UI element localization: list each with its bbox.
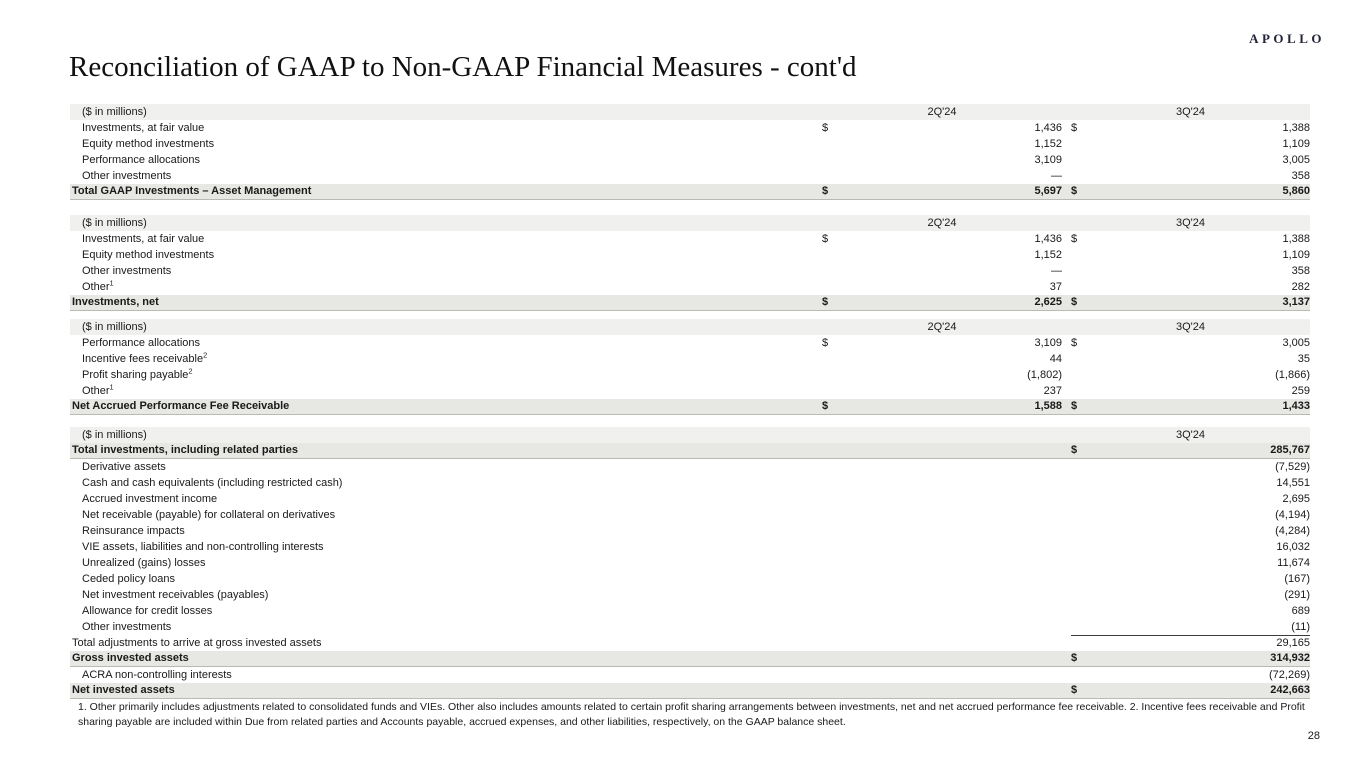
row-label-text: Allowance for credit losses xyxy=(82,604,213,617)
apollo-logo: APOLLO xyxy=(1249,31,1325,46)
value-cell-3q24 xyxy=(1071,540,1310,555)
row-label xyxy=(70,620,822,635)
row-label-text: Derivative assets xyxy=(82,460,166,473)
dollar-sign: $ xyxy=(822,185,829,197)
value-3q24: 282 xyxy=(1291,280,1310,293)
table-total-row xyxy=(70,651,1310,667)
row-label xyxy=(70,524,822,539)
value-2q24: 1,436 xyxy=(1034,121,1062,134)
row-label xyxy=(70,295,822,310)
row-label-text: Net investment receivables (payables) xyxy=(82,588,269,601)
dollar-sign: $ xyxy=(1071,684,1078,696)
value-cell-3q24 xyxy=(1071,336,1310,351)
column-header-3q24 xyxy=(1071,105,1310,120)
table-header-row xyxy=(70,319,1310,335)
value-3q24: (7,529) xyxy=(1275,460,1310,473)
row-label xyxy=(70,651,822,666)
row-label-text: Total investments, including related parties xyxy=(72,444,298,456)
value-cell-2q24 xyxy=(822,184,1062,199)
value-cell-3q24 xyxy=(1071,295,1310,310)
value-3q24: 1,109 xyxy=(1282,137,1310,150)
table-row xyxy=(70,383,1310,399)
row-label xyxy=(70,336,822,351)
dollar-sign: $ xyxy=(1071,185,1078,197)
value-3q24: 358 xyxy=(1291,169,1310,182)
column-header-2q24 xyxy=(822,320,1062,335)
row-label xyxy=(70,352,822,367)
value-cell-3q24 xyxy=(1071,264,1310,279)
value-2q24: — xyxy=(1051,169,1062,182)
dollar-sign: $ xyxy=(1071,652,1078,664)
row-label-text: Incentive fees receivable xyxy=(82,352,204,365)
row-label xyxy=(70,264,822,279)
value-2q24: 1,152 xyxy=(1034,137,1062,150)
value-3q24: 1,388 xyxy=(1282,232,1310,245)
row-label xyxy=(70,232,822,247)
dollar-sign: $ xyxy=(1071,336,1078,349)
table-total-row xyxy=(70,443,1310,459)
units-label: ($ in millions) xyxy=(82,216,147,229)
value-2q24: — xyxy=(1051,264,1062,277)
table-row xyxy=(70,231,1310,247)
footnote-superscript: 2 xyxy=(203,351,208,359)
value-cell-3q24 xyxy=(1071,368,1310,383)
dollar-sign: $ xyxy=(1071,444,1078,456)
table-row xyxy=(70,539,1310,555)
dollar-sign: $ xyxy=(822,336,829,349)
value-3q24: 689 xyxy=(1291,604,1310,617)
value-cell-2q24 xyxy=(822,352,1062,367)
table-row xyxy=(70,475,1310,491)
value-cell-2q24 xyxy=(822,399,1062,414)
footnote-superscript: 2 xyxy=(188,367,193,375)
value-cell-2q24 xyxy=(822,264,1062,279)
row-label-text: Other xyxy=(82,384,110,397)
value-3q24: 29,165 xyxy=(1276,637,1310,649)
row-label xyxy=(70,184,822,199)
table-header-row xyxy=(70,427,1310,443)
row-label xyxy=(70,384,822,399)
value-2q24: 3,109 xyxy=(1034,153,1062,166)
financial-table xyxy=(70,427,1310,699)
value-2q24: 44 xyxy=(1049,352,1062,365)
dollar-sign: $ xyxy=(822,400,829,412)
financial-table xyxy=(70,104,1310,200)
value-3q24: 314,932 xyxy=(1270,652,1310,664)
table-row xyxy=(70,587,1310,603)
row-label xyxy=(70,492,822,507)
row-label xyxy=(70,572,822,587)
column-header-label: 3Q'24 xyxy=(1175,105,1205,118)
value-3q24: 35 xyxy=(1297,352,1310,365)
table-row xyxy=(70,491,1310,507)
value-cell-2q24 xyxy=(822,248,1062,263)
row-label-text: Other investments xyxy=(82,264,172,277)
table-row xyxy=(70,603,1310,619)
row-label-text: Investments, at fair value xyxy=(82,121,205,134)
value-3q24: 3,005 xyxy=(1282,153,1310,166)
value-cell-2q24 xyxy=(822,280,1062,295)
row-label xyxy=(70,476,822,491)
table-row xyxy=(70,667,1310,683)
value-cell-2q24 xyxy=(822,137,1062,152)
value-3q24: (72,269) xyxy=(1269,668,1310,681)
value-2q24: 37 xyxy=(1049,280,1062,293)
value-3q24: 1,388 xyxy=(1282,121,1310,134)
dollar-sign: $ xyxy=(822,121,829,134)
value-cell-3q24 xyxy=(1071,572,1310,587)
row-label xyxy=(70,588,822,603)
row-label-text: ACRA non-controlling interests xyxy=(82,668,232,681)
row-label-text: Gross invested assets xyxy=(72,652,189,664)
table-row xyxy=(70,136,1310,152)
units-label: ($ in millions) xyxy=(82,105,147,118)
row-label-text: Profit sharing payable xyxy=(82,368,189,381)
value-cell-3q24 xyxy=(1071,232,1310,247)
row-label-text: Total adjustments to arrive at gross invested assets xyxy=(72,636,322,649)
value-2q24: (1,802) xyxy=(1027,368,1062,381)
row-label-text: Equity method investments xyxy=(82,137,215,150)
table-row xyxy=(70,619,1310,635)
value-3q24: (291) xyxy=(1284,588,1310,601)
value-cell-2q24 xyxy=(822,384,1062,399)
value-cell-3q24 xyxy=(1071,248,1310,263)
value-cell-3q24 xyxy=(1071,604,1310,619)
value-3q24: 285,767 xyxy=(1270,444,1310,456)
dollar-sign: $ xyxy=(1071,400,1078,412)
value-cell-3q24 xyxy=(1071,169,1310,184)
column-header-label: 3Q'24 xyxy=(1175,216,1205,229)
footnote-superscript: 1 xyxy=(109,383,114,391)
column-header-label: 2Q'24 xyxy=(927,216,957,229)
table-row xyxy=(70,571,1310,587)
value-cell-3q24 xyxy=(1071,508,1310,523)
column-header-label: 2Q'24 xyxy=(927,320,957,333)
value-cell-3q24 xyxy=(1071,121,1310,136)
value-cell-3q24 xyxy=(1071,651,1310,666)
row-label xyxy=(70,460,822,475)
value-cell-3q24 xyxy=(1071,352,1310,367)
row-label-text: Investments, at fair value xyxy=(82,232,205,245)
dollar-sign: $ xyxy=(1071,121,1078,134)
row-label xyxy=(70,137,822,152)
table-row xyxy=(70,459,1310,475)
table-row xyxy=(70,279,1310,295)
value-cell-3q24 xyxy=(1071,184,1310,199)
value-cell-3q24 xyxy=(1071,683,1310,698)
row-label-text: Other investments xyxy=(82,620,172,633)
value-cell-3q24 xyxy=(1071,460,1310,475)
row-label xyxy=(70,169,822,184)
table-total-row xyxy=(70,399,1310,415)
row-label xyxy=(70,443,822,458)
financial-table xyxy=(70,319,1310,415)
column-header-label: 3Q'24 xyxy=(1175,428,1205,441)
row-label xyxy=(70,683,822,698)
value-2q24: 237 xyxy=(1043,384,1062,397)
table-total-row xyxy=(70,295,1310,311)
financial-table xyxy=(70,215,1310,311)
value-3q24: 1,433 xyxy=(1282,400,1310,412)
table-row xyxy=(70,351,1310,367)
value-3q24: 5,860 xyxy=(1282,185,1310,197)
row-label-text: VIE assets, liabilities and non-controlling interests xyxy=(82,540,324,553)
value-2q24: 1,152 xyxy=(1034,248,1062,261)
value-2q24: 2,625 xyxy=(1034,296,1062,308)
value-cell-3q24 xyxy=(1071,588,1310,603)
table-header-row xyxy=(70,215,1310,231)
table-row xyxy=(70,120,1310,136)
value-3q24: 259 xyxy=(1291,384,1310,397)
value-2q24: 1,436 xyxy=(1034,232,1062,245)
value-3q24: (4,284) xyxy=(1275,524,1310,537)
row-label xyxy=(70,540,822,555)
column-header-3q24 xyxy=(1071,216,1310,231)
column-header-label: 2Q'24 xyxy=(927,105,957,118)
value-cell-3q24 xyxy=(1071,476,1310,491)
value-3q24: 11,674 xyxy=(1277,556,1310,569)
value-cell-2q24 xyxy=(822,295,1062,310)
row-label-text: Reinsurance impacts xyxy=(82,524,185,537)
row-label xyxy=(70,604,822,619)
value-cell-3q24 xyxy=(1071,137,1310,152)
value-cell-3q24 xyxy=(1071,556,1310,571)
row-label xyxy=(70,636,822,651)
value-cell-2q24 xyxy=(822,368,1062,383)
value-3q24: (4,194) xyxy=(1275,508,1310,521)
value-2q24: 3,109 xyxy=(1034,336,1062,349)
value-cell-3q24 xyxy=(1071,443,1310,458)
dollar-sign: $ xyxy=(1071,296,1078,308)
table-row xyxy=(70,635,1310,651)
column-header-2q24 xyxy=(822,216,1062,231)
value-cell-2q24 xyxy=(822,232,1062,247)
value-cell-2q24 xyxy=(822,336,1062,351)
row-label-text: Cash and cash equivalents (including restricted cash) xyxy=(82,476,343,489)
value-cell-3q24 xyxy=(1071,384,1310,399)
table-header-row xyxy=(70,104,1310,120)
value-3q24: (167) xyxy=(1284,572,1310,585)
column-header-3q24 xyxy=(1071,320,1310,335)
value-cell-3q24 xyxy=(1071,399,1310,414)
table-row xyxy=(70,152,1310,168)
table-row xyxy=(70,367,1310,383)
table-row xyxy=(70,523,1310,539)
row-label-text: Performance allocations xyxy=(82,336,201,349)
page-title: Reconciliation of GAAP to Non-GAAP Financial Measures - cont'd xyxy=(69,51,857,83)
row-label xyxy=(70,668,822,683)
table-total-row xyxy=(70,184,1310,200)
value-cell-2q24 xyxy=(822,169,1062,184)
column-header-3q24 xyxy=(1071,428,1310,443)
value-2q24: 5,697 xyxy=(1034,185,1062,197)
table-row xyxy=(70,263,1310,279)
dollar-sign: $ xyxy=(822,232,829,245)
row-label-text: Net Accrued Performance Fee Receivable xyxy=(72,400,290,412)
table-row xyxy=(70,507,1310,523)
value-cell-3q24 xyxy=(1071,280,1310,295)
row-label xyxy=(70,556,822,571)
value-3q24: 1,109 xyxy=(1282,248,1310,261)
column-header-2q24 xyxy=(822,105,1062,120)
value-3q24: 14,551 xyxy=(1276,476,1310,489)
row-label-text: Performance allocations xyxy=(82,153,201,166)
value-3q24: 16,032 xyxy=(1276,540,1310,553)
value-cell-3q24 xyxy=(1071,524,1310,539)
row-label-text: Net invested assets xyxy=(72,684,175,696)
row-label-text: Other xyxy=(82,280,110,293)
row-label xyxy=(70,368,822,383)
reconciliation-tables xyxy=(70,104,1310,699)
value-cell-3q24 xyxy=(1071,668,1310,683)
row-label xyxy=(70,280,822,295)
units-label: ($ in millions) xyxy=(82,320,147,333)
dollar-sign: $ xyxy=(1071,232,1078,245)
row-label-text: Total GAAP Investments – Asset Management xyxy=(72,185,312,197)
value-cell-3q24 xyxy=(1071,153,1310,168)
row-label xyxy=(70,508,822,523)
value-3q24: 3,005 xyxy=(1282,336,1310,349)
table-row xyxy=(70,335,1310,351)
row-label-text: Unrealized (gains) losses xyxy=(82,556,206,569)
value-2q24: 1,588 xyxy=(1034,400,1062,412)
dollar-sign: $ xyxy=(822,296,829,308)
value-cell-2q24 xyxy=(822,121,1062,136)
row-label xyxy=(70,153,822,168)
value-3q24: 2,695 xyxy=(1282,492,1310,505)
value-cell-3q24 xyxy=(1071,620,1310,635)
row-label xyxy=(70,399,822,414)
row-label xyxy=(70,121,822,136)
table-total-row xyxy=(70,683,1310,699)
table-row xyxy=(70,555,1310,571)
row-label xyxy=(70,248,822,263)
value-3q24: 242,663 xyxy=(1270,684,1310,696)
value-cell-3q24 xyxy=(1071,635,1310,651)
row-label-text: Other investments xyxy=(82,169,172,182)
value-3q24: 3,137 xyxy=(1282,296,1310,308)
row-label-text: Net receivable (payable) for collateral on derivatives xyxy=(82,508,336,521)
value-3q24: 358 xyxy=(1291,264,1310,277)
row-label-text: Investments, net xyxy=(72,296,159,308)
row-label-text: Equity method investments xyxy=(82,248,215,261)
footnote-superscript: 1 xyxy=(109,279,114,287)
value-cell-3q24 xyxy=(1071,492,1310,507)
row-label-text: Accrued investment income xyxy=(82,492,218,505)
units-label: ($ in millions) xyxy=(82,428,147,441)
footnotes: 1. Other primarily includes adjustments related to consolidated funds and VIEs. Other also includes amounts related to certain profit sharing arrangements between investments, net and net accrued performance fee receivable. 2. Incentive fees receivable and Profit sharing payable are included within Due from related parties and Accounts payable, accrued expenses, and other liabilities, respectively, on the GAAP balance sheet. xyxy=(78,701,1305,728)
column-header-label: 3Q'24 xyxy=(1175,320,1205,333)
row-label-text: Ceded policy loans xyxy=(82,572,175,585)
value-3q24: (11) xyxy=(1291,620,1310,633)
table-row xyxy=(70,168,1310,184)
table-row xyxy=(70,247,1310,263)
page-number: 28 xyxy=(1307,730,1320,742)
value-cell-2q24 xyxy=(822,153,1062,168)
value-3q24: (1,866) xyxy=(1275,368,1310,381)
